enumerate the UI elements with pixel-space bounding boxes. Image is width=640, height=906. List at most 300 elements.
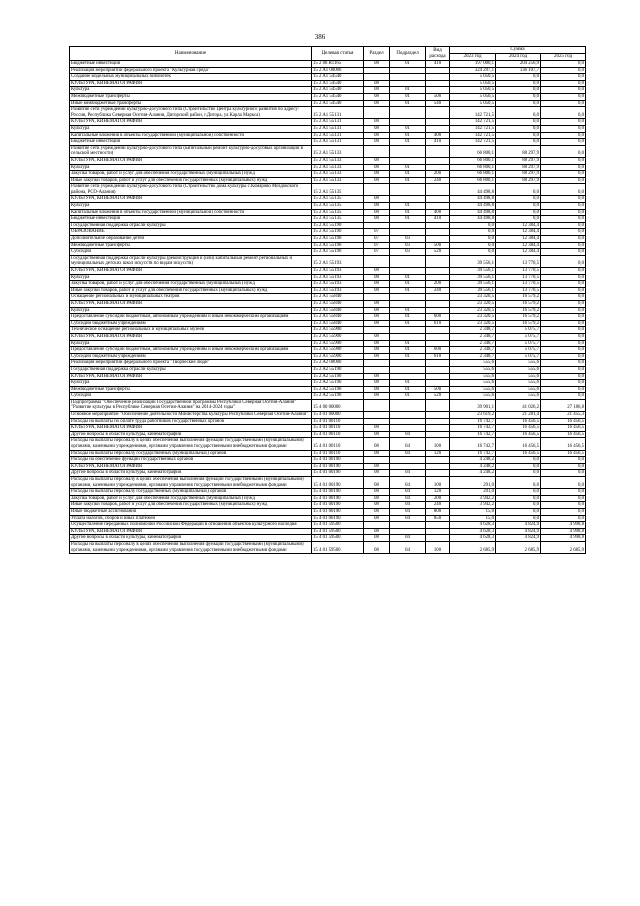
table-row bbox=[70, 307, 586, 314]
cell-sum-2023: 23 320,5 bbox=[450, 307, 496, 314]
cell-target-article: 15 4 01 00190 bbox=[312, 489, 364, 496]
cell-name: Капитальные вложения в объекты государственной (муниципальной) собственности bbox=[70, 209, 312, 216]
cell-target-article: 15 4 01 59500 bbox=[312, 541, 364, 553]
cell-section: 08 bbox=[364, 274, 390, 281]
cell-name: Другие вопросы в области культуры, кинематографии bbox=[70, 470, 312, 477]
cell-sum-2025: 2 685,9 bbox=[541, 541, 586, 553]
cell-sum-2025: 27 186,8 bbox=[541, 399, 586, 411]
cell-sum-2023: 555,6 bbox=[450, 366, 496, 373]
cell-target-article: 15 2 A1 55193 bbox=[312, 268, 364, 275]
cell-name: Государственная поддержка отрасли культуры bbox=[70, 366, 312, 373]
cell-name: Бюджетные инвестиции bbox=[70, 61, 312, 68]
cell-subsection bbox=[390, 425, 426, 432]
cell-name: Другие вопросы в области культуры, кинематографии bbox=[70, 431, 312, 438]
table-row bbox=[70, 393, 586, 400]
cell-section: 08 bbox=[364, 132, 390, 139]
cell-sum-2023: 44 498,8 bbox=[450, 203, 496, 210]
cell-subsection: 01 bbox=[390, 340, 426, 347]
cell-target-article: 15 2 A1 54540 bbox=[312, 87, 364, 94]
cell-sum-2023: 324 297,1 bbox=[450, 67, 496, 74]
table-row bbox=[70, 522, 586, 529]
cell-sum-2023: 4 248,2 bbox=[450, 457, 496, 464]
cell-sum-2023: 23 320,5 bbox=[450, 294, 496, 301]
cell-section: 08 bbox=[364, 438, 390, 450]
cell-sum-2025: 0,0 bbox=[541, 242, 586, 249]
cell-sum-2024: 0,0 bbox=[496, 216, 541, 223]
cell-sum-2025: 0,0 bbox=[541, 508, 586, 515]
cell-subsection bbox=[390, 222, 426, 229]
cell-subsection bbox=[390, 255, 426, 267]
cell-sum-2023: 66 800,1 bbox=[450, 171, 496, 178]
cell-target-article: 15 2 A2 55190 bbox=[312, 386, 364, 393]
cell-target-article: 15 2 A1 55193 bbox=[312, 281, 364, 288]
header-target-article: Целевая статья bbox=[312, 47, 364, 61]
cell-subsection: 04 bbox=[390, 450, 426, 457]
cell-name: КУЛЬТУРА, КИНЕМАТОГРАФИЯ bbox=[70, 268, 312, 275]
cell-section: 08 bbox=[364, 80, 390, 87]
cell-sum-2025: 0,0 bbox=[541, 87, 586, 94]
table-row bbox=[70, 80, 586, 87]
cell-sum-2024: 0,0 bbox=[496, 457, 541, 464]
cell-sum-2024: 0,0 bbox=[496, 93, 541, 100]
cell-sum-2025: 0,0 bbox=[541, 489, 586, 496]
cell-target-article: 15 2 A1 55840 bbox=[312, 300, 364, 307]
cell-sum-2024: 0,0 bbox=[496, 139, 541, 146]
cell-sum-2025: 21 455,3 bbox=[541, 412, 586, 419]
cell-sum-2024: 88 297,9 bbox=[496, 157, 541, 164]
table-row bbox=[70, 100, 586, 107]
cell-sum-2024: 5 075,7 bbox=[496, 333, 541, 340]
cell-section: 08 bbox=[364, 386, 390, 393]
cell-subsection: 01 bbox=[390, 287, 426, 294]
cell-expense-type: 600 bbox=[426, 347, 450, 354]
cell-subsection: 01 bbox=[390, 93, 426, 100]
cell-name: Культура bbox=[70, 125, 312, 132]
cell-name: Государственная поддержка отрасли культуры bbox=[70, 222, 312, 229]
cell-sum-2024: 0,0 bbox=[496, 107, 541, 119]
cell-section: 07 bbox=[364, 236, 390, 243]
cell-section: 08 bbox=[364, 535, 390, 542]
cell-sum-2024: 555,6 bbox=[496, 393, 541, 400]
cell-section: 08 bbox=[364, 477, 390, 489]
cell-subsection: 04 bbox=[390, 508, 426, 515]
cell-sum-2024: 204 256,9 bbox=[496, 61, 541, 68]
cell-sum-2024: 555,6 bbox=[496, 360, 541, 367]
cell-section: 08 bbox=[364, 216, 390, 223]
table-row bbox=[70, 418, 586, 425]
cell-subsection bbox=[390, 399, 426, 411]
cell-section: 08 bbox=[364, 380, 390, 387]
table-row bbox=[70, 229, 586, 236]
cell-subsection: 04 bbox=[390, 515, 426, 522]
cell-subsection: 04 bbox=[390, 541, 426, 553]
cell-target-article: 15 4 01 59500 bbox=[312, 528, 364, 535]
cell-sum-2023: 197 000,1 bbox=[450, 61, 496, 68]
cell-sum-2023: 555,6 bbox=[450, 360, 496, 367]
cell-section: 08 bbox=[364, 340, 390, 347]
table-row bbox=[70, 314, 586, 321]
cell-target-article: 15 2 A2 55190 bbox=[312, 373, 364, 380]
cell-subsection: 01 bbox=[390, 139, 426, 146]
cell-sum-2024: 0,0 bbox=[496, 495, 541, 502]
cell-name: Развитие сети учреждений культурно-досугового типа (капитальный ремонт культурно-досуговых организаций в сельской местности) bbox=[70, 145, 312, 157]
cell-name: Предоставление субсидий бюджетным, автономным учреждениям и иным некоммерческим организациям bbox=[70, 347, 312, 354]
cell-section: 08 bbox=[364, 209, 390, 216]
table-row bbox=[70, 450, 586, 457]
table-row bbox=[70, 300, 586, 307]
cell-sum-2025: 4 998,8 bbox=[541, 522, 586, 529]
cell-name: КУЛЬТУРА, КИНЕМАТОГРАФИЯ bbox=[70, 528, 312, 535]
cell-subsection bbox=[390, 74, 426, 81]
cell-section: 08 bbox=[364, 508, 390, 515]
cell-expense-type: 200 bbox=[426, 171, 450, 178]
table-row bbox=[70, 281, 586, 288]
cell-sum-2025: 16 456,5 bbox=[541, 425, 586, 432]
table-row bbox=[70, 360, 586, 367]
cell-sum-2023: 291,0 bbox=[450, 489, 496, 496]
cell-sum-2025: 0,0 bbox=[541, 360, 586, 367]
table-row bbox=[70, 67, 586, 74]
cell-sum-2024: 4 824,9 bbox=[496, 528, 541, 535]
cell-target-article: 15 4 01 00110 bbox=[312, 431, 364, 438]
header-year-2024: 2024 год bbox=[496, 54, 541, 61]
cell-name: Государственная поддержка отрасли культуры (реконструкция и (или) капитальный ремонт региональных и муниципальных детских школ искусств по видам искусств) bbox=[70, 255, 312, 267]
cell-subsection: 01 bbox=[390, 281, 426, 288]
cell-expense-type bbox=[426, 229, 450, 236]
cell-sum-2023: 16 742,7 bbox=[450, 418, 496, 425]
cell-expense-type: 540 bbox=[426, 100, 450, 107]
cell-sum-2023: 39 901,1 bbox=[450, 399, 496, 411]
cell-sum-2023: 142 721,5 bbox=[450, 107, 496, 119]
cell-sum-2024: 88 297,9 bbox=[496, 145, 541, 157]
cell-sum-2025: 0,0 bbox=[541, 353, 586, 360]
cell-sum-2023: 2 685,9 bbox=[450, 541, 496, 553]
cell-section bbox=[364, 412, 390, 419]
cell-section: 08 bbox=[364, 450, 390, 457]
cell-name: Оснащение региональных и муниципальных театров bbox=[70, 294, 312, 301]
cell-section: 08 bbox=[364, 541, 390, 553]
cell-name: Культура bbox=[70, 307, 312, 314]
cell-subsection: 04 bbox=[390, 535, 426, 542]
cell-sum-2025: 0,0 bbox=[541, 274, 586, 281]
cell-name: Культура bbox=[70, 164, 312, 171]
table-row bbox=[70, 87, 586, 94]
cell-expense-type bbox=[426, 87, 450, 94]
table-row bbox=[70, 515, 586, 522]
cell-sum-2023: 16 742,7 bbox=[450, 450, 496, 457]
cell-subsection: 01 bbox=[390, 171, 426, 178]
cell-target-article: 15 2 A1 55193 bbox=[312, 274, 364, 281]
cell-sum-2025: 0,0 bbox=[541, 216, 586, 223]
cell-subsection: 01 bbox=[390, 203, 426, 210]
table-row bbox=[70, 399, 586, 411]
cell-expense-type bbox=[426, 528, 450, 535]
cell-section: 08 bbox=[364, 333, 390, 340]
cell-sum-2024: 0,0 bbox=[496, 87, 541, 94]
cell-sum-2024: 13 770,5 bbox=[496, 281, 541, 288]
cell-expense-type: 500 bbox=[426, 386, 450, 393]
cell-sum-2023: 555,6 bbox=[450, 373, 496, 380]
cell-subsection bbox=[390, 184, 426, 196]
cell-sum-2024: 16 456,5 bbox=[496, 450, 541, 457]
cell-sum-2025: 16 456,5 bbox=[541, 418, 586, 425]
cell-section: 08 bbox=[364, 171, 390, 178]
cell-name: Подпрограмма "Обеспечение реализации Государственной программы Республики Северная Осетия-Алания" "Развитие культуры в Республике Северная Осетия-Алания" на 2014-2024 годы" bbox=[70, 399, 312, 411]
cell-expense-type bbox=[426, 268, 450, 275]
cell-sum-2024: 13 770,5 bbox=[496, 255, 541, 267]
cell-expense-type: 100 bbox=[426, 477, 450, 489]
cell-section bbox=[364, 255, 390, 267]
cell-name: КУЛЬТУРА, КИНЕМАТОГРАФИЯ bbox=[70, 157, 312, 164]
cell-section bbox=[364, 145, 390, 157]
cell-sum-2025: 0,0 bbox=[541, 287, 586, 294]
cell-subsection bbox=[390, 457, 426, 464]
cell-target-article: 15 4 00 00000 bbox=[312, 399, 364, 411]
cell-sum-2024: 0,0 bbox=[496, 508, 541, 515]
cell-subsection bbox=[390, 67, 426, 74]
cell-sum-2023: 23 320,5 bbox=[450, 314, 496, 321]
cell-expense-type: 500 bbox=[426, 93, 450, 100]
cell-name: КУЛЬТУРА, КИНЕМАТОГРАФИЯ bbox=[70, 373, 312, 380]
cell-name: КУЛЬТУРА, КИНЕМАТОГРАФИЯ bbox=[70, 196, 312, 203]
cell-sum-2023: 5 050,5 bbox=[450, 80, 496, 87]
table-row bbox=[70, 171, 586, 178]
cell-sum-2023: 39 556,1 bbox=[450, 268, 496, 275]
cell-expense-type: 240 bbox=[426, 177, 450, 184]
cell-subsection bbox=[390, 412, 426, 419]
cell-target-article: 15 2 A1 55900 bbox=[312, 347, 364, 354]
table-row bbox=[70, 502, 586, 509]
table-row bbox=[70, 274, 586, 281]
cell-sum-2024: 0,0 bbox=[496, 489, 541, 496]
cell-sum-2023: 66 800,1 bbox=[450, 177, 496, 184]
cell-sum-2024: 16 579,2 bbox=[496, 300, 541, 307]
cell-sum-2024: 13 770,5 bbox=[496, 268, 541, 275]
cell-sum-2023: 39 556,1 bbox=[450, 287, 496, 294]
cell-sum-2023: 142 721,5 bbox=[450, 139, 496, 146]
cell-sum-2025: 0,0 bbox=[541, 300, 586, 307]
cell-section: 08 bbox=[364, 502, 390, 509]
cell-sum-2024: 0,0 bbox=[496, 132, 541, 139]
cell-subsection: 01 bbox=[390, 216, 426, 223]
cell-target-article: 15 2 A1 54540 bbox=[312, 100, 364, 107]
cell-expense-type bbox=[426, 107, 450, 119]
cell-target-article: 15 4 01 00000 bbox=[312, 412, 364, 419]
header-year-2025: 2025 год bbox=[541, 54, 586, 61]
cell-sum-2024: 4 824,9 bbox=[496, 522, 541, 529]
cell-target-article: 15 4 01 00110 bbox=[312, 450, 364, 457]
cell-sum-2025: 0,0 bbox=[541, 67, 586, 74]
budget-table bbox=[69, 46, 586, 554]
table-row bbox=[70, 132, 586, 139]
cell-sum-2023: 16 742,7 bbox=[450, 431, 496, 438]
cell-sum-2025: 0,0 bbox=[541, 177, 586, 184]
cell-expense-type bbox=[426, 418, 450, 425]
cell-section: 07 bbox=[364, 229, 390, 236]
table-row bbox=[70, 380, 586, 387]
cell-expense-type bbox=[426, 157, 450, 164]
cell-section bbox=[364, 67, 390, 74]
cell-expense-type bbox=[426, 399, 450, 411]
cell-subsection bbox=[390, 418, 426, 425]
cell-sum-2024: 5 075,7 bbox=[496, 340, 541, 347]
cell-sum-2025: 0,0 bbox=[541, 203, 586, 210]
cell-section: 08 bbox=[364, 61, 390, 68]
cell-sum-2025: 0,0 bbox=[541, 320, 586, 327]
cell-sum-2023: 142 721,5 bbox=[450, 132, 496, 139]
cell-section bbox=[364, 399, 390, 411]
cell-target-article: 15 2 A1 54540 bbox=[312, 80, 364, 87]
table-row bbox=[70, 333, 586, 340]
cell-sum-2023: 44 498,8 bbox=[450, 216, 496, 223]
cell-sum-2025: 0,0 bbox=[541, 139, 586, 146]
cell-sum-2023: 142 721,5 bbox=[450, 119, 496, 126]
cell-sum-2025: 0,0 bbox=[541, 515, 586, 522]
cell-sum-2024: 0,0 bbox=[496, 502, 541, 509]
cell-target-article: 15 2 A2 00000 bbox=[312, 360, 364, 367]
cell-section: 08 bbox=[364, 515, 390, 522]
cell-expense-type bbox=[426, 522, 450, 529]
cell-expense-type bbox=[426, 457, 450, 464]
cell-sum-2024: 0,0 bbox=[496, 100, 541, 107]
cell-sum-2024: 0,0 bbox=[496, 203, 541, 210]
table-row bbox=[70, 249, 586, 256]
table-row bbox=[70, 139, 586, 146]
cell-section: 08 bbox=[364, 463, 390, 470]
cell-sum-2025: 0,0 bbox=[541, 307, 586, 314]
cell-name: Развитие сети учреждений культурно-досугового типа (Строительство Центра культурного развития по адресу: Россия, Республика Северная Осетия-Алания, Дигорский район, г.Дигора, ул.Карла Маркса) bbox=[70, 107, 312, 119]
cell-sum-2023: 15,0 bbox=[450, 515, 496, 522]
cell-sum-2025: 0,0 bbox=[541, 457, 586, 464]
table-row bbox=[70, 535, 586, 542]
table-row bbox=[70, 457, 586, 464]
cell-sum-2025: 0,0 bbox=[541, 294, 586, 301]
cell-sum-2024: 16 456,5 bbox=[496, 431, 541, 438]
cell-sum-2024: 0,0 bbox=[496, 209, 541, 216]
cell-expense-type bbox=[426, 470, 450, 477]
cell-sum-2023: 44 498,8 bbox=[450, 196, 496, 203]
table-row bbox=[70, 255, 586, 267]
cell-subsection: 04 bbox=[390, 489, 426, 496]
cell-name: Культура bbox=[70, 274, 312, 281]
cell-target-article: 15 4 01 00190 bbox=[312, 477, 364, 489]
cell-sum-2024: 0,0 bbox=[496, 119, 541, 126]
cell-sum-2024: 41 026,2 bbox=[496, 399, 541, 411]
cell-sum-2025: 0,0 bbox=[541, 229, 586, 236]
cell-target-article: 15 2 A1 55133 bbox=[312, 164, 364, 171]
table-row bbox=[70, 353, 586, 360]
cell-sum-2024: 0,0 bbox=[496, 80, 541, 87]
cell-target-article: 15 2 A1 55133 bbox=[312, 157, 364, 164]
cell-name: Техническое оснащение региональных и муниципальных музеев bbox=[70, 327, 312, 334]
cell-subsection bbox=[390, 229, 426, 236]
cell-sum-2025: 0,0 bbox=[541, 74, 586, 81]
cell-sum-2025: 0,0 bbox=[541, 184, 586, 196]
cell-target-article: 15 2 A1 55135 bbox=[312, 184, 364, 196]
cell-subsection: 01 bbox=[390, 353, 426, 360]
cell-sum-2025: 0,0 bbox=[541, 386, 586, 393]
cell-sum-2024: 5 075,7 bbox=[496, 327, 541, 334]
cell-expense-type bbox=[426, 274, 450, 281]
cell-sum-2025: 0,0 bbox=[541, 119, 586, 126]
table-row bbox=[70, 431, 586, 438]
cell-sum-2024: 12 384,4 bbox=[496, 249, 541, 256]
cell-sum-2024: 13 770,5 bbox=[496, 274, 541, 281]
cell-sum-2024: 555,6 bbox=[496, 386, 541, 393]
cell-sum-2023: 2 348,7 bbox=[450, 327, 496, 334]
cell-subsection bbox=[390, 80, 426, 87]
cell-subsection bbox=[390, 157, 426, 164]
cell-target-article: 15 4 01 00110 bbox=[312, 418, 364, 425]
cell-name: Дополнительное образование детей bbox=[70, 236, 312, 243]
cell-expense-type: 240 bbox=[426, 502, 450, 509]
cell-sum-2025: 0,0 bbox=[541, 132, 586, 139]
cell-sum-2024: 16 579,2 bbox=[496, 307, 541, 314]
cell-sum-2023: 291,0 bbox=[450, 477, 496, 489]
cell-subsection: 01 bbox=[390, 380, 426, 387]
cell-target-article: 15 2 A1 55135 bbox=[312, 216, 364, 223]
cell-expense-type bbox=[426, 255, 450, 267]
cell-name: КУЛЬТУРА, КИНЕМАТОГРАФИЯ bbox=[70, 80, 312, 87]
cell-name: Создание модельных муниципальных библиотек bbox=[70, 74, 312, 81]
cell-sum-2024: 16 579,2 bbox=[496, 314, 541, 321]
cell-subsection bbox=[390, 333, 426, 340]
cell-name: Расходы на выплаты персоналу государственных (муниципальных) органов bbox=[70, 450, 312, 457]
cell-subsection bbox=[390, 196, 426, 203]
cell-section bbox=[364, 222, 390, 229]
cell-expense-type bbox=[426, 125, 450, 132]
cell-subsection bbox=[390, 268, 426, 275]
table-row bbox=[70, 119, 586, 126]
cell-sum-2023: 0,0 bbox=[450, 236, 496, 243]
cell-target-article: 15 2 A1 55131 bbox=[312, 132, 364, 139]
cell-sum-2025: 0,0 bbox=[541, 125, 586, 132]
cell-name: Осуществление переданных полномочий Российской Федерации в отношении объектов культурного наследия bbox=[70, 522, 312, 529]
cell-subsection: 03 bbox=[390, 249, 426, 256]
cell-name: Закупка товаров, работ и услуг для обеспечения государственных (муниципальных) нужд bbox=[70, 171, 312, 178]
cell-sum-2025: 0,0 bbox=[541, 145, 586, 157]
cell-section: 08 bbox=[364, 300, 390, 307]
cell-section: 08 bbox=[364, 470, 390, 477]
table-row bbox=[70, 222, 586, 229]
page-number: 386 bbox=[314, 33, 326, 41]
table-row bbox=[70, 209, 586, 216]
cell-expense-type bbox=[426, 74, 450, 81]
cell-sum-2023: 555,6 bbox=[450, 393, 496, 400]
cell-expense-type bbox=[426, 222, 450, 229]
cell-target-article: 15 2 A1 55133 bbox=[312, 177, 364, 184]
cell-expense-type bbox=[426, 294, 450, 301]
cell-name: Бюджетные инвестиции bbox=[70, 216, 312, 223]
cell-expense-type bbox=[426, 80, 450, 87]
cell-expense-type bbox=[426, 463, 450, 470]
cell-sum-2025: 4 998,8 bbox=[541, 535, 586, 542]
cell-target-article: 15 2 A1 55190 bbox=[312, 249, 364, 256]
cell-section: 08 bbox=[364, 320, 390, 327]
cell-target-article: 15 4 01 00190 bbox=[312, 515, 364, 522]
cell-expense-type: 400 bbox=[426, 132, 450, 139]
cell-name: Расходы на выплаты персоналу в целях обеспечения выполнения функций государственными (муниципальными) органами, казенными учреждениями, органами управления государственными внебюджетными фондами bbox=[70, 477, 312, 489]
cell-name: КУЛЬТУРА, КИНЕМАТОГРАФИЯ bbox=[70, 300, 312, 307]
cell-name: Субсидии bbox=[70, 393, 312, 400]
cell-subsection: 01 bbox=[390, 314, 426, 321]
cell-sum-2023: 23 619,2 bbox=[450, 412, 496, 419]
cell-sum-2025: 0,0 bbox=[541, 281, 586, 288]
cell-name: Межбюджетные трансферты bbox=[70, 93, 312, 100]
cell-subsection bbox=[390, 463, 426, 470]
table-row bbox=[70, 470, 586, 477]
cell-section: 08 bbox=[364, 268, 390, 275]
